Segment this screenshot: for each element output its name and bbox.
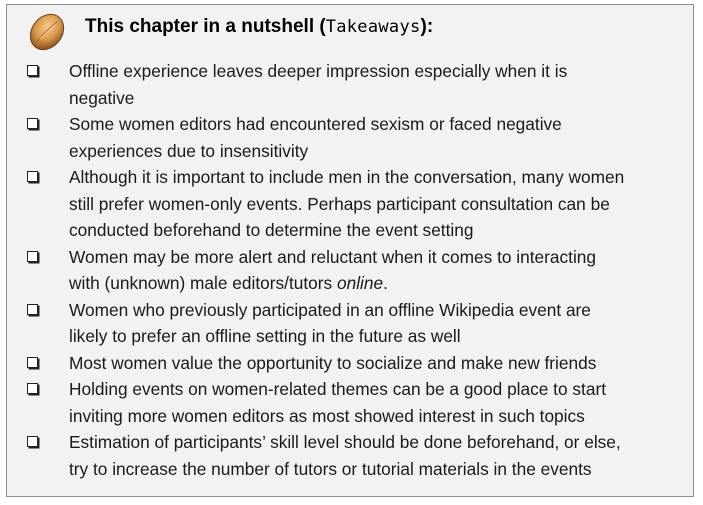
checkbox-bullet-icon [27,304,38,315]
list-item: Offline experience leaves deeper impression especially when it is negative [27,58,687,111]
checkbox-bullet-icon [27,65,38,76]
checkbox-bullet-icon [27,436,38,447]
list-item: Women who previously participated in an offline Wikipedia event are likely to prefer an offline setting in the future as well [27,297,687,350]
nut-icon [25,9,69,53]
checkbox-bullet-icon [27,357,38,368]
list-item: Most women value the opportunity to socialize and make new friends [27,350,687,377]
checkbox-bullet-icon [27,118,38,129]
checkbox-bullet-icon [27,171,38,182]
list-item: Although it is important to include men in the conversation, many women still prefer women-only events. Perhaps participant consultation can be conducted beforehand to determine the event setting [27,164,687,244]
chapter-title: This chapter in a nutshell (Takeaways): [85,16,434,37]
list-item: Holding events on women-related themes can be a good place to start inviting more women editors as most showed interest in such topics [27,376,687,429]
list-item: Estimation of participants’ skill level should be done beforehand, or else, try to increase the number of tutors or tutorial materials in the events [27,429,687,482]
takeaways-list [27,58,687,482]
checkbox-bullet-icon [27,383,38,394]
list-item: Some women editors had encountered sexism or faced negative experiences due to insensitivity [27,111,687,164]
checkbox-bullet-icon [27,251,38,262]
list-item: Women may be more alert and reluctant when it comes to interacting with (unknown) male editors/tutors online. [27,244,687,297]
